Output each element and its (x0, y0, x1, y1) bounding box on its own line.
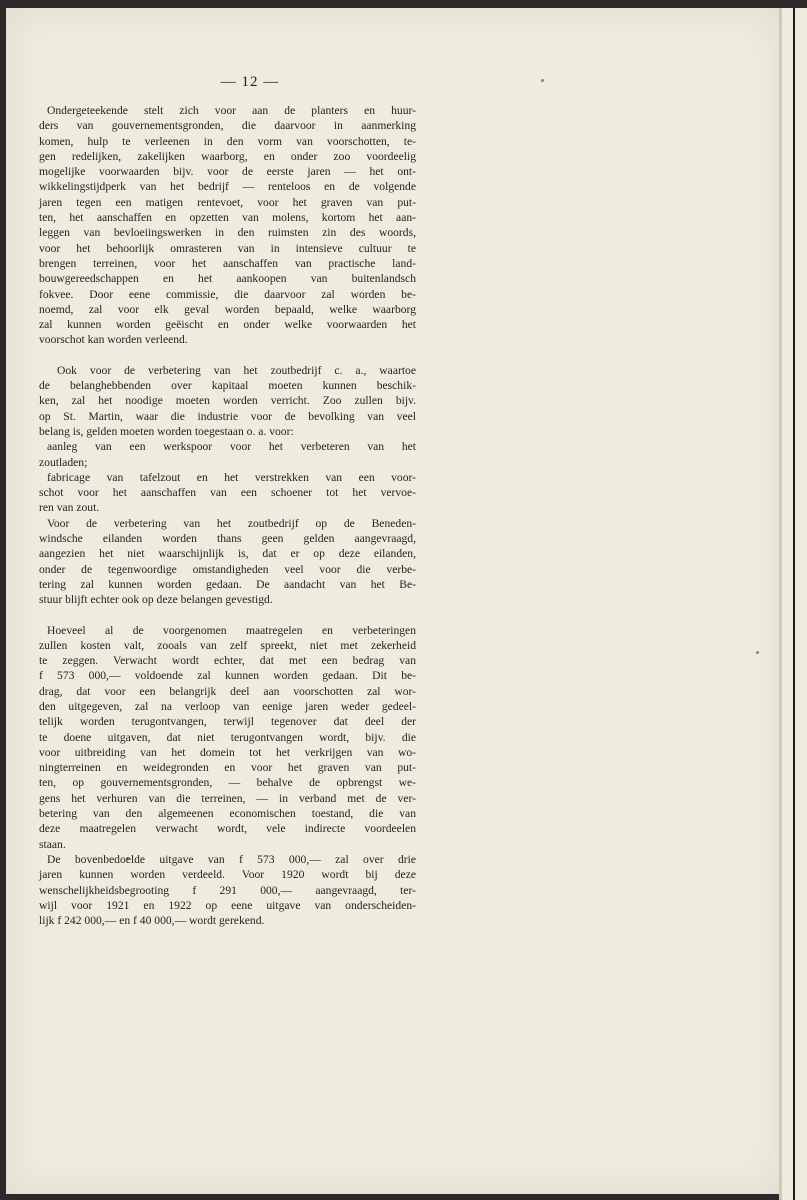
text-line: ten, het aanschaffen en opzetten van molens, kortom het aan- (39, 211, 416, 225)
paragraph-zoutbedrijf (39, 363, 416, 608)
paragraph-gap (39, 348, 416, 363)
text-line: ten, op gouvernementsgronden, — behalve de opbrengst we- (39, 776, 416, 790)
text-line: jaren kunnen worden verdeeld. Voor 1920 wordt bij deze (39, 868, 416, 882)
text-line: onder de tegenwoordige omstandigheden veel voor die verbe- (39, 562, 416, 576)
binding-line (793, 8, 795, 1200)
text-line: windsche eilanden worden thans geen gelden aangevraagd, (39, 532, 416, 546)
text-line: voor het behoorlijk omrasteren van in intensieve cultuur te (39, 241, 416, 255)
text-line: belang is, gelden moeten worden toegestaan o. a. voor: (39, 424, 294, 438)
text-line: Ook voor de verbetering van het zoutbedrijf c. a., waartoe (57, 363, 416, 377)
text-line: ningterreinen en weidegronden en voor het graven van put- (39, 761, 416, 775)
document-body (39, 103, 416, 928)
text-line: aangezien het niet waarschijnlijk is, dat er op deze eilanden, (39, 547, 416, 561)
text-line: schot voor het aanschaffen van een schoener tot het vervoe- (39, 486, 416, 500)
text-line: wijl voor 1921 en 1922 op eene uitgave van onderscheiden- (39, 898, 416, 912)
text-line: zoutladen; (39, 455, 88, 469)
text-line: staan. (39, 837, 66, 851)
text-line: brengen terreinen, voor het aanschaffen van practische land- (39, 256, 416, 270)
text-line: tering zal kunnen worden gedaan. De aandacht van het Be- (39, 577, 416, 591)
text-line: te zeggen. Verwacht wordt echter, dat met een bedrag van (39, 654, 416, 668)
text-line: de belanghebbenden over kapitaal moeten kunnen beschik- (39, 379, 416, 393)
text-line: ren van zout. (39, 501, 100, 515)
text-line: gen redelijken, zakelijken waarborg, en onder zoo voordeelig (39, 149, 416, 163)
page-number: — 12 — (220, 74, 280, 90)
text-line: noemd, zal voor elk geval worden bepaald, welke waarborg (39, 302, 416, 316)
text-line: gens het verhuren van die terreinen, — in verband met de ver- (39, 791, 416, 805)
text-line: wikkelingstijdperk van het bedrijf — renteloos en de volgende (39, 180, 416, 194)
text-line: zullen kosten valt, zooals van zelf spreekt, niet met zekerheid (39, 638, 416, 652)
text-line: voor uitbreiding van het domein tot het verkrijgen van wo- (39, 745, 416, 759)
text-line: Voor de verbetering van het zoutbedrijf op de Beneden- (47, 516, 416, 530)
text-line: telijk worden terugontvangen, terwijl tegenover dat deel der (39, 715, 416, 729)
text-line: op St. Martin, waar die industrie voor de bevolking van veel (39, 409, 416, 423)
paper-speck (756, 651, 759, 654)
text-line: lijk f 242 000,— en f 40 000,— wordt gerekend. (39, 914, 265, 928)
text-line: drag, dat voor een belangrijk deel aan voorschotten zal wor- (39, 684, 416, 698)
text-line: wenschelijkheidsbegrooting f 291 000,— aangevraagd, ter- (39, 883, 416, 897)
text-line: De bovenbedoelde uitgave van f 573 000,— zal over drie (47, 852, 416, 866)
paragraph-planters (39, 103, 416, 348)
text-line: aanleg van een werkspoor voor het verbeteren van het (47, 440, 416, 454)
text-line: fokvee. Door eene commissie, die daarvoor zal worden be- (39, 287, 416, 301)
text-line: te doene uitgaven, dat niet terugontvangen wordt, bijv. die (39, 730, 416, 744)
text-line: fabricage van tafelzout en het verstrekken van een voor- (47, 470, 416, 484)
text-line: mogelijke voorwaarden bijv. voor de eerste jaren — het ont- (39, 165, 416, 179)
text-line: Hoeveel al de voorgenomen maatregelen en verbeteringen (47, 623, 416, 637)
text-line: den uitgegeven, zal na verloop van eenige jaren weder gedeel- (39, 699, 416, 713)
text-line: komen, hulp te verleenen in den vorm van voorschotten, te- (39, 134, 416, 148)
text-line: deze maatregelen verwacht wordt, vele indirecte voordeelen (39, 822, 416, 836)
text-line: leggen van bevloeiingswerken in den ruimsten zin des woords, (39, 226, 416, 240)
text-line: zal kunnen worden geëischt en onder welke voorwaarden het (39, 318, 416, 332)
text-line: f 573 000,— voldoende zal kunnen worden gedaan. Dit be- (39, 669, 416, 683)
paper-speck (541, 79, 544, 82)
text-line: betering van den algemeenen economischen toestand, die van (39, 807, 416, 821)
text-line: ken, zal het noodige moeten worden verricht. Zoo zullen bijv. (39, 394, 416, 408)
text-line: voorschot kan worden verleend. (39, 333, 188, 347)
paragraph-kosten (39, 623, 416, 929)
text-line: ders van gouvernementsgronden, die daarvoor in aanmerking (39, 119, 416, 133)
text-line: stuur blijft echter ook op deze belangen gevestigd. (39, 593, 273, 607)
text-line: jaren tegen een matigen rentevoet, voor het graven van put- (39, 195, 416, 209)
paragraph-gap (39, 608, 416, 623)
text-line: bouwgereedschappen en het aankoopen van buitenlandsch (39, 272, 416, 286)
text-line: Ondergeteekende stelt zich voor aan de planters en huur- (47, 104, 416, 117)
